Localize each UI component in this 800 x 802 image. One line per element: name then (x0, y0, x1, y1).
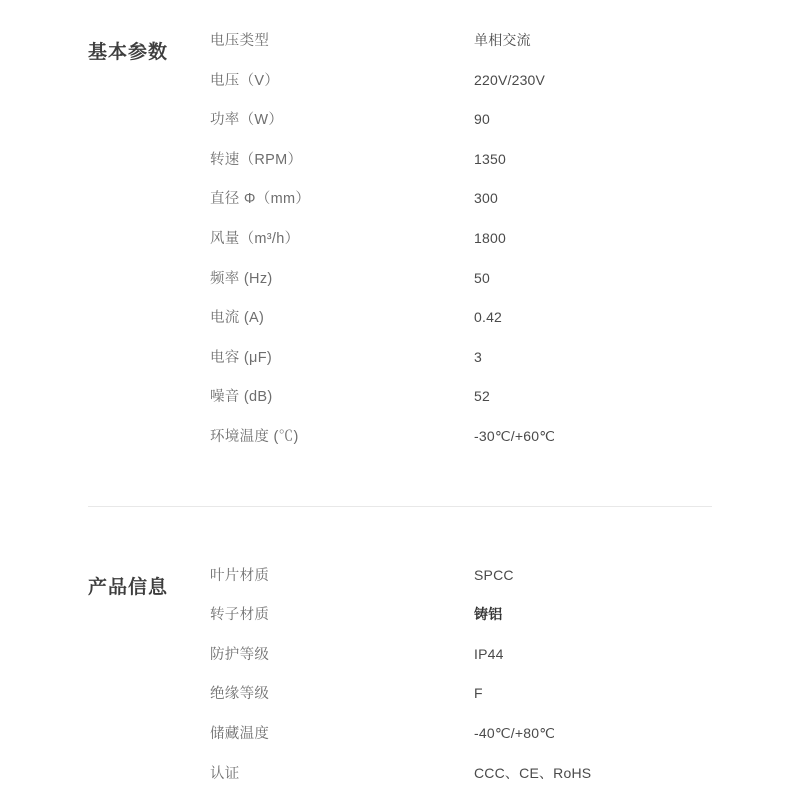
spec-key: 认证 (210, 764, 474, 784)
spec-key: 频率 (Hz) (210, 269, 474, 289)
spec-table (210, 30, 800, 466)
spec-key: 风量（m³/h） (210, 229, 474, 249)
table-row (210, 228, 800, 268)
spacer (0, 507, 800, 565)
spec-value: -30℃/+60℃ (474, 426, 555, 446)
table-row (210, 426, 800, 466)
spec-key: 环境温度 (℃) (210, 427, 474, 447)
spec-value: SPCC (474, 565, 514, 585)
spec-key: 叶片材质 (210, 566, 474, 586)
spec-key: 电压（V） (210, 71, 474, 91)
spec-key: 防护等级 (210, 645, 474, 665)
section-basic-parameters (0, 30, 800, 466)
table-row (210, 723, 800, 763)
table-row (210, 347, 800, 387)
table-row (210, 109, 800, 149)
spec-value: 铸铝 (474, 604, 502, 624)
section-title: 基本参数 (0, 30, 210, 66)
spec-table (210, 565, 800, 802)
section-title: 产品信息 (0, 565, 210, 601)
spec-key: 功率（W） (210, 110, 474, 130)
table-row (210, 604, 800, 644)
table-row (210, 268, 800, 308)
table-row (210, 70, 800, 110)
spec-value: 52 (474, 386, 490, 406)
table-row (210, 386, 800, 426)
spec-key: 绝缘等级 (210, 684, 474, 704)
spec-value: 220V/230V (474, 70, 545, 90)
spec-key: 噪音 (dB) (210, 387, 474, 407)
spec-value: 90 (474, 109, 490, 129)
table-row (210, 565, 800, 605)
table-row (210, 149, 800, 189)
spec-key: 储藏温度 (210, 724, 474, 744)
spec-key: 直径 Φ（mm） (210, 189, 474, 209)
spec-key: 电流 (A) (210, 308, 474, 328)
spec-value: -40℃/+80℃ (474, 723, 555, 743)
spec-value: F (474, 683, 483, 703)
table-row (210, 763, 800, 802)
spec-value: 0.42 (474, 307, 502, 327)
spec-value: 300 (474, 188, 498, 208)
spec-key: 转速（RPM） (210, 150, 474, 170)
spec-value: IP44 (474, 644, 504, 664)
table-row (210, 683, 800, 723)
table-row (210, 188, 800, 228)
section-product-information (0, 565, 800, 802)
spec-value: 单相交流 (474, 30, 531, 50)
spec-key: 电压类型 (210, 31, 474, 51)
spec-value: 3 (474, 347, 482, 367)
spec-value: CCC、CE、RoHS (474, 763, 591, 783)
spec-value: 50 (474, 268, 490, 288)
table-row (210, 30, 800, 70)
table-row (210, 307, 800, 347)
spec-value: 1350 (474, 149, 506, 169)
table-row (210, 644, 800, 684)
spec-key: 转子材质 (210, 605, 474, 625)
spec-value: 1800 (474, 228, 506, 248)
spec-key: 电容 (μF) (210, 348, 474, 368)
